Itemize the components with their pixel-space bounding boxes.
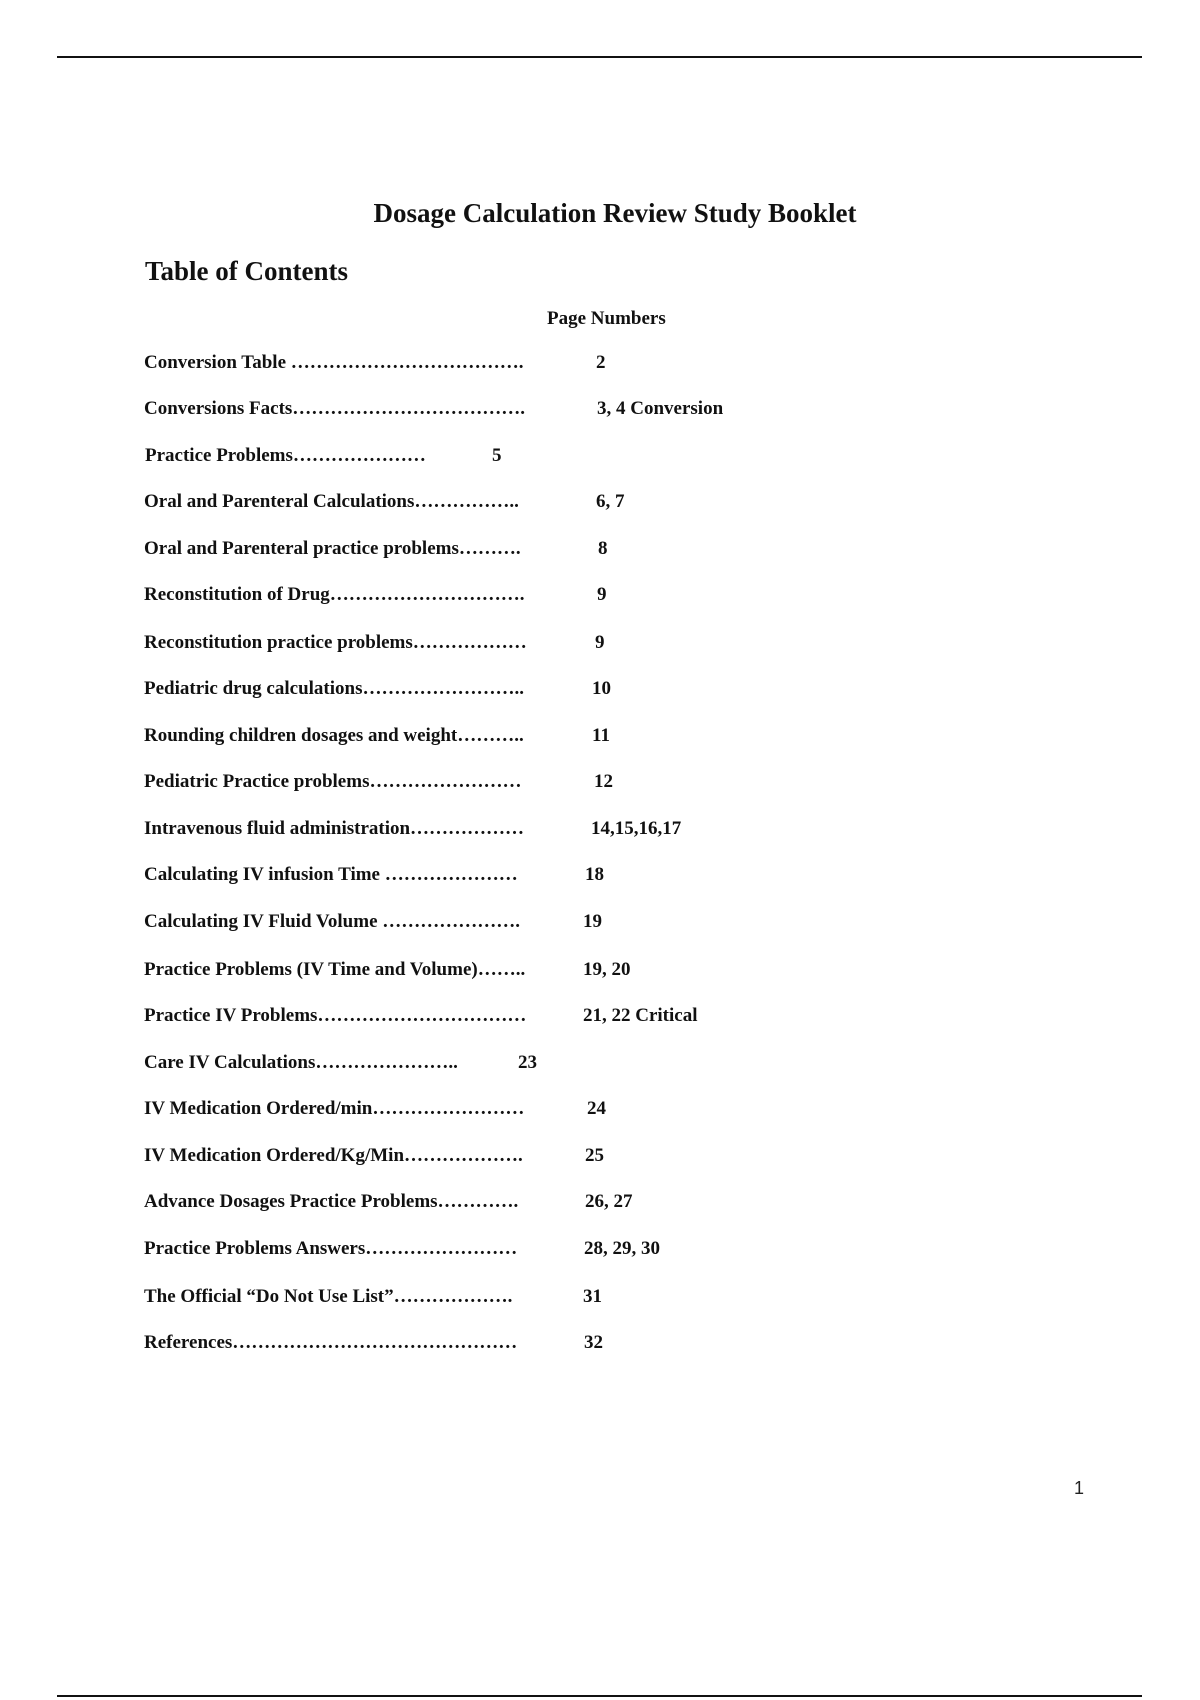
toc-entry-label: Practice Problems Answers……………………: [144, 1238, 518, 1259]
toc-entry-page: 23: [518, 1052, 537, 1073]
toc-entry-page: 24: [587, 1098, 606, 1119]
toc-entry-page: 5: [492, 445, 502, 466]
toc-entry: [0, 534, 1200, 564]
toc-entry-page: 2: [596, 352, 606, 373]
toc-entry: [0, 674, 1200, 704]
toc-entry: [0, 814, 1200, 844]
toc-entry: [0, 348, 1200, 378]
toc-entry-label: Practice Problems (IV Time and Volume)……..: [144, 959, 526, 980]
toc-entry-page: 31: [583, 1286, 602, 1307]
toc-entry-label: Reconstitution practice problems………………: [144, 632, 527, 653]
toc-entry-page: 25: [585, 1145, 604, 1166]
page-numbers-header: Page Numbers: [547, 308, 666, 329]
toc-entry: [0, 860, 1200, 890]
toc-entry: [0, 907, 1200, 937]
toc-entry: [0, 441, 1200, 471]
toc-entry-label: Care IV Calculations…………………..: [144, 1052, 458, 1073]
toc-entry-label: Oral and Parenteral practice problems……….: [144, 538, 521, 559]
toc-entry: [0, 394, 1200, 424]
toc-entry-page: 21, 22 Critical: [583, 1005, 698, 1026]
toc-entry-page: 26, 27: [585, 1191, 633, 1212]
toc-entry-label: Reconstitution of Drug………………………….: [144, 584, 525, 605]
toc-entry: [0, 1094, 1200, 1124]
toc-entry: [0, 721, 1200, 751]
toc-entry-page: 28, 29, 30: [584, 1238, 660, 1259]
toc-entry-label: Pediatric Practice problems……………………: [144, 771, 522, 792]
toc-entry-page: 9: [597, 584, 607, 605]
document-title: Dosage Calculation Review Study Booklet: [373, 198, 857, 228]
toc-entry-page: 6, 7: [596, 491, 625, 512]
toc-entry: [0, 955, 1200, 985]
toc-entry: [0, 1282, 1200, 1312]
toc-entry-label: Practice Problems…………………: [145, 445, 426, 466]
toc-entry-page: 8: [598, 538, 608, 559]
toc-entry-page: 18: [585, 864, 604, 885]
toc-entry-label: IV Medication Ordered/Kg/Min……………….: [144, 1145, 523, 1166]
toc-entry-page: 12: [594, 771, 613, 792]
toc-entry-label: Oral and Parenteral Calculations……………..: [144, 491, 519, 512]
toc-entry-page: 19: [583, 911, 602, 932]
toc-entry-page: 10: [592, 678, 611, 699]
toc-entry-page: 14,15,16,17: [591, 818, 682, 839]
page-number: 1: [1074, 1478, 1085, 1498]
toc-entry-page: 3, 4 Conversion: [597, 398, 724, 419]
toc-entry-label: Rounding children dosages and weight………..: [144, 725, 524, 746]
toc-entry-label: Calculating IV Fluid Volume ………………….: [144, 911, 521, 932]
toc-entry: [0, 487, 1200, 517]
toc-entry-label: IV Medication Ordered/min……………………: [144, 1098, 525, 1119]
toc-entry: [0, 1234, 1200, 1264]
header-rule: [57, 56, 1142, 58]
toc-entry: [0, 1048, 1200, 1078]
toc-entry: [0, 580, 1200, 610]
toc-entry-label: Conversions Facts……………………………….: [144, 398, 526, 419]
toc-entry-label: Calculating IV infusion Time …………………: [144, 864, 518, 885]
toc-entry: [0, 767, 1200, 797]
toc-entry: [0, 1187, 1200, 1217]
toc-entry-page: 32: [584, 1332, 603, 1353]
toc-entry-label: References………………………………………: [144, 1332, 518, 1353]
toc-entry: [0, 628, 1200, 658]
toc-entry-label: Conversion Table ……………………………….: [144, 352, 524, 373]
toc-entry-label: Practice IV Problems……………………………: [144, 1005, 527, 1026]
toc-entry-page: 19, 20: [583, 959, 631, 980]
toc-entry-label: Advance Dosages Practice Problems………….: [144, 1191, 519, 1212]
toc-entry: [0, 1001, 1200, 1031]
toc-entry: [0, 1141, 1200, 1171]
toc-entry-label: The Official “Do Not Use List”……………….: [144, 1286, 513, 1307]
toc-entry-page: 11: [592, 725, 610, 746]
toc-entry-page: 9: [595, 632, 605, 653]
toc-entry-label: Intravenous fluid administration………………: [144, 818, 525, 839]
toc-entry: [0, 1328, 1200, 1358]
toc-entry-label: Pediatric drug calculations……………………..: [144, 678, 524, 699]
toc-heading: Table of Contents: [145, 256, 349, 286]
footer-rule: [57, 1695, 1142, 1697]
